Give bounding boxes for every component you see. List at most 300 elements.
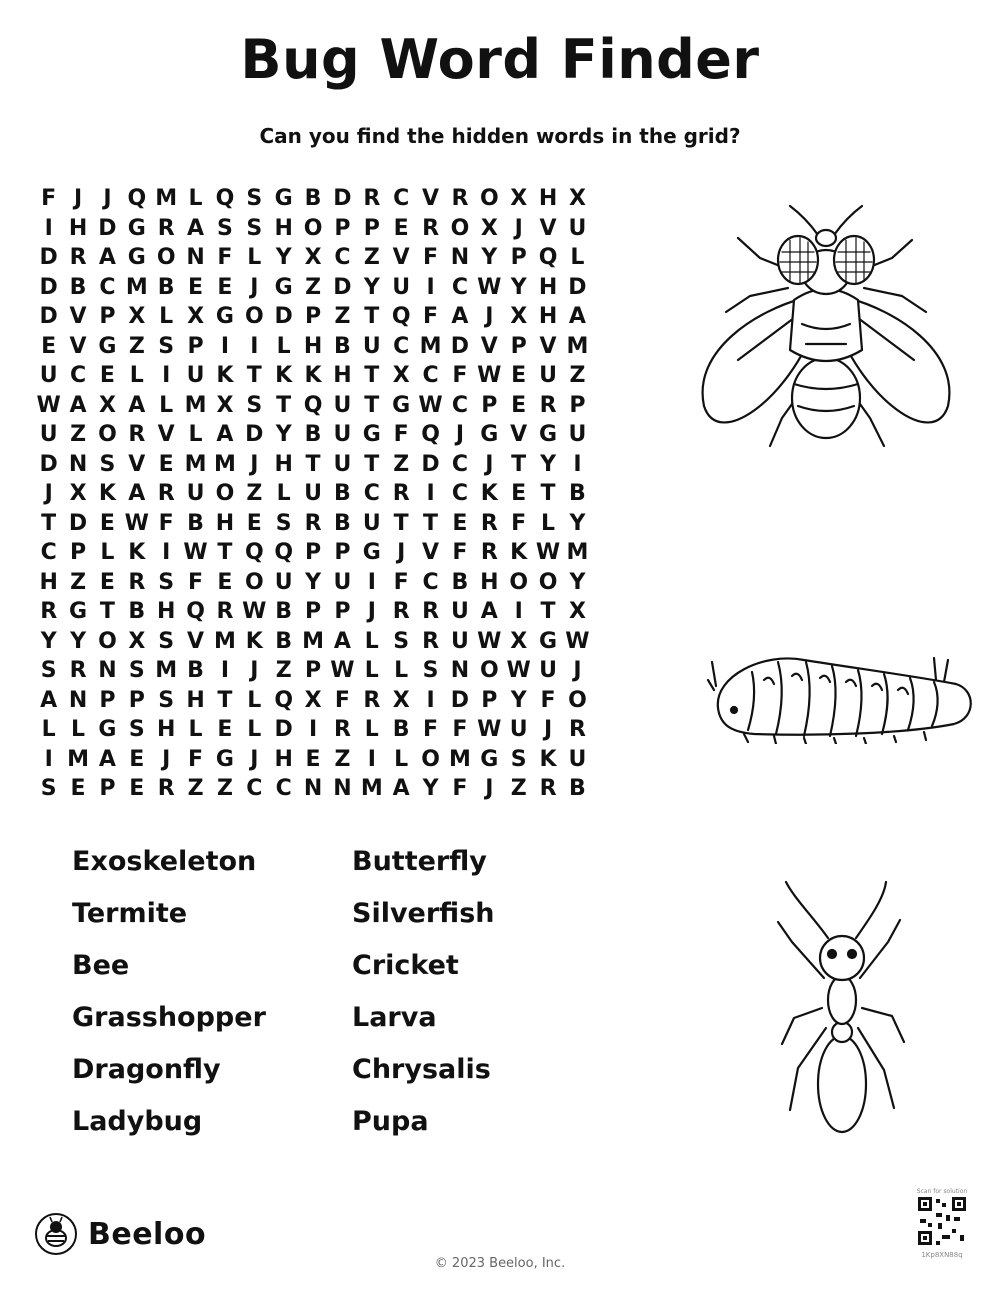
- grid-letter[interactable]: L: [364, 628, 379, 654]
- grid-letter[interactable]: G: [539, 422, 558, 447]
- grid-letter[interactable]: E: [41, 333, 57, 359]
- grid-letter[interactable]: T: [99, 599, 115, 624]
- grid-letter[interactable]: R: [392, 481, 410, 506]
- grid-letter[interactable]: P: [305, 599, 322, 624]
- grid-letter[interactable]: T: [364, 363, 380, 388]
- grid-letter[interactable]: Z: [187, 776, 204, 801]
- grid-letter[interactable]: I: [426, 481, 435, 506]
- grid-letter[interactable]: R: [363, 186, 381, 211]
- grid-letter[interactable]: L: [188, 186, 203, 211]
- grid-letter[interactable]: L: [394, 658, 409, 683]
- grid-letter[interactable]: C: [422, 569, 439, 595]
- grid-letter[interactable]: G: [480, 422, 499, 447]
- grid-letter[interactable]: S: [246, 392, 263, 418]
- grid-letter[interactable]: T: [540, 481, 556, 506]
- grid-letter[interactable]: D: [98, 215, 117, 241]
- grid-letter[interactable]: S: [99, 451, 116, 477]
- grid-letter[interactable]: G: [480, 746, 499, 772]
- grid-letter[interactable]: Y: [275, 245, 292, 270]
- grid-letter[interactable]: V: [69, 333, 87, 359]
- grid-letter[interactable]: X: [480, 215, 498, 241]
- grid-letter[interactable]: E: [305, 746, 321, 772]
- grid-letter[interactable]: P: [481, 392, 498, 418]
- grid-letter[interactable]: G: [274, 186, 293, 211]
- grid-letter[interactable]: W: [36, 392, 61, 418]
- grid-letter[interactable]: F: [423, 717, 439, 742]
- grid-letter[interactable]: A: [480, 599, 498, 624]
- grid-letter[interactable]: S: [158, 687, 175, 713]
- grid-letter[interactable]: F: [452, 363, 468, 388]
- grid-letter[interactable]: C: [451, 392, 469, 418]
- grid-letter[interactable]: I: [426, 274, 435, 300]
- grid-letter[interactable]: E: [217, 717, 233, 742]
- grid-letter[interactable]: X: [128, 304, 146, 329]
- grid-letter[interactable]: S: [158, 628, 175, 654]
- grid-letter[interactable]: E: [393, 215, 409, 241]
- grid-letter[interactable]: H: [333, 363, 352, 388]
- grid-letter[interactable]: V: [128, 451, 146, 477]
- grid-letter[interactable]: N: [68, 451, 88, 477]
- grid-letter[interactable]: R: [157, 215, 175, 241]
- grid-letter[interactable]: H: [274, 215, 293, 241]
- grid-letter[interactable]: D: [333, 274, 352, 300]
- grid-letter[interactable]: J: [543, 717, 553, 742]
- grid-letter[interactable]: U: [333, 451, 352, 477]
- grid-letter[interactable]: A: [69, 392, 87, 418]
- grid-letter[interactable]: J: [44, 481, 53, 506]
- grid-letter[interactable]: O: [98, 628, 117, 654]
- grid-letter[interactable]: E: [129, 746, 145, 772]
- grid-letter[interactable]: B: [334, 510, 351, 536]
- grid-letter[interactable]: Z: [393, 451, 410, 477]
- grid-letter[interactable]: Q: [186, 599, 205, 624]
- grid-letter[interactable]: C: [451, 451, 469, 477]
- grid-letter[interactable]: F: [393, 569, 409, 595]
- grid-letter[interactable]: C: [393, 333, 410, 359]
- grid-letter[interactable]: Z: [363, 245, 380, 270]
- grid-letter[interactable]: V: [539, 333, 557, 359]
- grid-letter[interactable]: K: [275, 363, 293, 388]
- grid-letter[interactable]: I: [250, 333, 259, 359]
- grid-letter[interactable]: E: [452, 510, 468, 536]
- grid-letter[interactable]: T: [276, 392, 292, 418]
- grid-letter[interactable]: N: [98, 658, 117, 683]
- grid-letter[interactable]: O: [244, 569, 264, 595]
- grid-letter[interactable]: H: [274, 451, 293, 477]
- grid-letter[interactable]: R: [69, 658, 87, 683]
- grid-letter[interactable]: F: [423, 245, 439, 270]
- grid-letter[interactable]: L: [394, 746, 409, 772]
- grid-letter[interactable]: U: [39, 363, 58, 388]
- grid-letter[interactable]: R: [216, 599, 234, 624]
- grid-letter[interactable]: J: [250, 746, 259, 772]
- grid-letter[interactable]: E: [511, 481, 527, 506]
- grid-letter[interactable]: I: [367, 569, 376, 595]
- grid-letter[interactable]: Z: [70, 422, 87, 447]
- grid-letter[interactable]: P: [510, 333, 527, 359]
- grid-letter[interactable]: K: [539, 746, 557, 772]
- grid-letter[interactable]: P: [99, 304, 116, 329]
- grid-letter[interactable]: S: [40, 776, 57, 801]
- grid-letter[interactable]: T: [305, 451, 321, 477]
- grid-letter[interactable]: S: [246, 186, 263, 211]
- grid-letter[interactable]: U: [362, 333, 381, 359]
- grid-letter[interactable]: R: [304, 510, 322, 536]
- grid-letter[interactable]: P: [334, 215, 351, 241]
- grid-letter[interactable]: F: [393, 422, 409, 447]
- grid-letter[interactable]: H: [156, 599, 176, 624]
- grid-letter[interactable]: R: [363, 687, 381, 713]
- grid-letter[interactable]: J: [573, 658, 582, 683]
- grid-letter[interactable]: X: [187, 304, 205, 329]
- grid-letter[interactable]: L: [129, 363, 144, 388]
- grid-letter[interactable]: K: [480, 481, 498, 506]
- grid-letter[interactable]: N: [450, 245, 470, 270]
- grid-letter[interactable]: U: [186, 363, 205, 388]
- grid-letter[interactable]: T: [364, 392, 380, 418]
- grid-letter[interactable]: L: [100, 540, 115, 565]
- grid-letter[interactable]: V: [157, 422, 175, 447]
- grid-letter[interactable]: U: [568, 746, 587, 772]
- grid-letter[interactable]: U: [509, 717, 528, 742]
- grid-letter[interactable]: X: [510, 186, 528, 211]
- grid-letter[interactable]: B: [157, 274, 175, 300]
- grid-letter[interactable]: C: [99, 274, 116, 300]
- grid-letter[interactable]: F: [452, 717, 468, 742]
- grid-letter[interactable]: J: [250, 274, 259, 300]
- grid-letter[interactable]: R: [333, 717, 351, 742]
- grid-letter[interactable]: X: [128, 628, 146, 654]
- grid-letter[interactable]: P: [99, 776, 116, 801]
- grid-letter[interactable]: Y: [275, 422, 292, 447]
- grid-letter[interactable]: S: [246, 215, 263, 241]
- grid-letter[interactable]: Y: [540, 451, 557, 477]
- grid-letter[interactable]: A: [128, 481, 146, 506]
- grid-letter[interactable]: C: [275, 776, 292, 801]
- grid-letter[interactable]: R: [539, 392, 557, 418]
- grid-letter[interactable]: U: [39, 422, 58, 447]
- grid-letter[interactable]: W: [183, 540, 208, 565]
- grid-letter[interactable]: R: [40, 599, 58, 624]
- grid-letter[interactable]: U: [392, 274, 411, 300]
- grid-letter[interactable]: S: [158, 569, 175, 595]
- grid-letter[interactable]: H: [538, 186, 558, 211]
- grid-letter[interactable]: I: [220, 658, 230, 683]
- grid-letter[interactable]: Q: [127, 186, 147, 211]
- grid-letter[interactable]: P: [334, 599, 351, 624]
- grid-letter[interactable]: E: [217, 569, 233, 595]
- grid-letter[interactable]: G: [98, 333, 117, 359]
- grid-letter[interactable]: E: [70, 776, 86, 801]
- grid-letter[interactable]: B: [304, 422, 322, 447]
- grid-letter[interactable]: K: [510, 540, 528, 565]
- grid-letter[interactable]: D: [274, 717, 293, 742]
- grid-letter[interactable]: Q: [421, 422, 440, 447]
- grid-letter[interactable]: Y: [481, 245, 498, 270]
- grid-letter[interactable]: R: [392, 599, 410, 624]
- grid-letter[interactable]: J: [162, 746, 171, 772]
- grid-letter[interactable]: M: [67, 746, 90, 772]
- grid-letter[interactable]: T: [540, 599, 556, 624]
- grid-letter[interactable]: U: [304, 481, 322, 506]
- grid-letter[interactable]: M: [566, 540, 589, 565]
- grid-letter[interactable]: C: [422, 363, 439, 388]
- grid-letter[interactable]: P: [70, 540, 87, 565]
- grid-letter[interactable]: O: [244, 304, 264, 329]
- grid-letter[interactable]: Q: [303, 392, 323, 418]
- grid-letter[interactable]: K: [304, 363, 322, 388]
- grid-letter[interactable]: I: [162, 363, 171, 388]
- grid-letter[interactable]: X: [510, 628, 528, 654]
- grid-letter[interactable]: A: [98, 746, 116, 772]
- grid-letter[interactable]: V: [422, 540, 440, 565]
- grid-letter[interactable]: T: [364, 451, 380, 477]
- grid-letter[interactable]: W: [477, 628, 502, 654]
- grid-letter[interactable]: Y: [569, 510, 586, 536]
- grid-letter[interactable]: X: [568, 599, 586, 624]
- grid-letter[interactable]: F: [41, 186, 57, 211]
- grid-letter[interactable]: R: [128, 569, 146, 595]
- grid-letter[interactable]: C: [393, 186, 410, 211]
- grid-letter[interactable]: B: [275, 628, 293, 654]
- grid-letter[interactable]: Z: [275, 658, 292, 683]
- grid-letter[interactable]: S: [275, 510, 292, 536]
- grid-letter[interactable]: Z: [510, 776, 527, 801]
- grid-letter[interactable]: W: [242, 599, 267, 624]
- grid-letter[interactable]: Y: [40, 628, 57, 654]
- grid-letter[interactable]: D: [245, 422, 264, 447]
- grid-letter[interactable]: L: [276, 333, 291, 359]
- grid-letter[interactable]: B: [304, 186, 322, 211]
- grid-letter[interactable]: Z: [216, 776, 233, 801]
- grid-letter[interactable]: O: [421, 746, 440, 772]
- grid-letter[interactable]: L: [71, 717, 86, 742]
- grid-letter[interactable]: A: [451, 304, 469, 329]
- grid-letter[interactable]: R: [480, 510, 498, 536]
- grid-letter[interactable]: A: [568, 304, 586, 329]
- grid-letter[interactable]: R: [480, 540, 498, 565]
- grid-letter[interactable]: M: [155, 186, 178, 211]
- grid-letter[interactable]: C: [40, 540, 57, 565]
- grid-letter[interactable]: B: [451, 569, 469, 595]
- grid-letter[interactable]: B: [69, 274, 87, 300]
- grid-letter[interactable]: O: [538, 569, 558, 595]
- grid-letter[interactable]: L: [188, 422, 203, 447]
- grid-letter[interactable]: H: [68, 215, 88, 241]
- grid-letter[interactable]: P: [305, 304, 322, 329]
- grid-letter[interactable]: T: [217, 687, 233, 713]
- qr-code-icon[interactable]: [916, 1195, 968, 1247]
- grid-letter[interactable]: G: [98, 717, 117, 742]
- grid-letter[interactable]: B: [334, 481, 351, 506]
- grid-letter[interactable]: P: [334, 540, 351, 565]
- grid-letter[interactable]: D: [68, 510, 88, 536]
- grid-letter[interactable]: G: [362, 422, 381, 447]
- grid-letter[interactable]: F: [423, 304, 439, 329]
- grid-letter[interactable]: M: [566, 333, 589, 359]
- grid-letter[interactable]: F: [540, 687, 556, 713]
- grid-letter[interactable]: G: [274, 274, 293, 300]
- grid-letter[interactable]: U: [333, 569, 352, 595]
- grid-letter[interactable]: P: [99, 687, 116, 713]
- grid-letter[interactable]: A: [128, 392, 146, 418]
- grid-letter[interactable]: S: [158, 333, 175, 359]
- grid-letter[interactable]: V: [69, 304, 87, 329]
- grid-letter[interactable]: W: [535, 540, 561, 565]
- grid-letter[interactable]: Q: [215, 186, 235, 211]
- grid-letter[interactable]: N: [303, 776, 323, 801]
- grid-letter[interactable]: U: [333, 392, 352, 418]
- grid-letter[interactable]: Q: [274, 540, 294, 565]
- grid-letter[interactable]: G: [69, 599, 88, 624]
- grid-letter[interactable]: Z: [70, 569, 87, 595]
- grid-letter[interactable]: H: [538, 274, 558, 300]
- grid-letter[interactable]: F: [217, 245, 233, 270]
- grid-letter[interactable]: W: [477, 274, 502, 300]
- grid-letter[interactable]: J: [455, 422, 465, 447]
- grid-letter[interactable]: A: [333, 628, 351, 654]
- grid-letter[interactable]: C: [363, 481, 380, 506]
- grid-letter[interactable]: Z: [569, 363, 586, 388]
- grid-letter[interactable]: J: [485, 451, 494, 477]
- grid-letter[interactable]: B: [275, 599, 293, 624]
- grid-letter[interactable]: A: [98, 245, 116, 270]
- grid-letter[interactable]: O: [479, 186, 499, 211]
- grid-letter[interactable]: I: [514, 599, 523, 624]
- grid-letter[interactable]: O: [568, 687, 587, 713]
- grid-letter[interactable]: O: [509, 569, 529, 595]
- grid-letter[interactable]: S: [393, 628, 410, 654]
- grid-letter[interactable]: V: [187, 628, 205, 654]
- grid-letter[interactable]: S: [510, 746, 527, 772]
- grid-letter[interactable]: T: [41, 510, 57, 536]
- grid-letter[interactable]: H: [215, 510, 235, 536]
- grid-letter[interactable]: J: [103, 186, 112, 211]
- grid-letter[interactable]: S: [422, 658, 439, 683]
- grid-letter[interactable]: H: [39, 569, 58, 595]
- grid-letter[interactable]: Y: [70, 628, 87, 654]
- grid-letter[interactable]: M: [419, 333, 442, 359]
- grid-letter[interactable]: Y: [569, 569, 586, 595]
- grid-letter[interactable]: G: [127, 245, 146, 270]
- grid-letter[interactable]: E: [217, 274, 233, 300]
- grid-letter[interactable]: D: [568, 274, 587, 300]
- grid-letter[interactable]: E: [129, 776, 145, 801]
- grid-letter[interactable]: D: [333, 186, 352, 211]
- grid-letter[interactable]: V: [422, 186, 440, 211]
- grid-letter[interactable]: D: [450, 687, 470, 713]
- grid-letter[interactable]: L: [276, 481, 291, 506]
- grid-letter[interactable]: H: [538, 304, 558, 329]
- grid-letter[interactable]: L: [364, 658, 379, 683]
- grid-letter[interactable]: T: [246, 363, 262, 388]
- grid-letter[interactable]: P: [363, 215, 380, 241]
- grid-letter[interactable]: M: [184, 451, 207, 477]
- grid-letter[interactable]: R: [568, 717, 586, 742]
- grid-letter[interactable]: R: [69, 245, 87, 270]
- grid-letter[interactable]: J: [250, 451, 259, 477]
- grid-letter[interactable]: W: [565, 628, 590, 654]
- grid-letter[interactable]: M: [302, 628, 325, 654]
- grid-letter[interactable]: F: [511, 510, 527, 536]
- grid-letter[interactable]: M: [213, 628, 236, 654]
- grid-letter[interactable]: X: [568, 186, 586, 211]
- grid-letter[interactable]: Q: [391, 304, 411, 329]
- grid-letter[interactable]: M: [448, 746, 471, 772]
- grid-letter[interactable]: Y: [510, 274, 527, 300]
- grid-letter[interactable]: D: [39, 304, 58, 329]
- grid-letter[interactable]: G: [127, 215, 146, 241]
- grid-letter[interactable]: D: [450, 333, 470, 359]
- grid-letter[interactable]: I: [44, 215, 53, 241]
- grid-letter[interactable]: G: [539, 628, 558, 654]
- grid-letter[interactable]: S: [128, 717, 145, 742]
- grid-letter[interactable]: N: [68, 687, 88, 713]
- grid-letter[interactable]: Z: [128, 333, 145, 359]
- grid-letter[interactable]: T: [364, 304, 380, 329]
- grid-letter[interactable]: C: [246, 776, 263, 801]
- grid-letter[interactable]: B: [187, 510, 204, 536]
- grid-letter[interactable]: R: [539, 776, 557, 801]
- grid-letter[interactable]: R: [422, 628, 440, 654]
- grid-letter[interactable]: O: [215, 481, 235, 506]
- grid-letter[interactable]: B: [128, 599, 146, 624]
- grid-letter[interactable]: I: [220, 333, 230, 359]
- grid-letter[interactable]: N: [450, 658, 470, 683]
- grid-letter[interactable]: M: [125, 274, 148, 300]
- grid-letter[interactable]: I: [44, 746, 53, 772]
- grid-letter[interactable]: K: [245, 628, 263, 654]
- grid-letter[interactable]: J: [514, 215, 523, 241]
- grid-letter[interactable]: J: [397, 540, 406, 565]
- grid-letter[interactable]: H: [480, 569, 499, 595]
- grid-letter[interactable]: L: [41, 717, 56, 742]
- grid-letter[interactable]: S: [217, 215, 233, 241]
- grid-letter[interactable]: K: [216, 363, 234, 388]
- grid-letter[interactable]: P: [569, 392, 586, 418]
- grid-letter[interactable]: Q: [274, 687, 294, 713]
- grid-letter[interactable]: N: [186, 245, 205, 270]
- grid-letter[interactable]: L: [159, 392, 174, 418]
- grid-letter[interactable]: A: [187, 215, 205, 241]
- grid-letter[interactable]: D: [39, 274, 58, 300]
- grid-letter[interactable]: U: [451, 628, 469, 654]
- grid-letter[interactable]: G: [215, 304, 234, 329]
- grid-letter[interactable]: L: [247, 717, 262, 742]
- grid-letter[interactable]: B: [569, 481, 586, 506]
- grid-letter[interactable]: J: [485, 304, 494, 329]
- grid-letter[interactable]: X: [392, 363, 410, 388]
- grid-letter[interactable]: B: [569, 776, 586, 801]
- grid-letter[interactable]: J: [367, 599, 376, 624]
- grid-letter[interactable]: Z: [246, 481, 263, 506]
- grid-letter[interactable]: B: [392, 717, 410, 742]
- grid-letter[interactable]: D: [39, 451, 58, 477]
- grid-letter[interactable]: U: [539, 363, 557, 388]
- grid-letter[interactable]: T: [217, 540, 233, 565]
- grid-letter[interactable]: E: [246, 510, 262, 536]
- grid-letter[interactable]: G: [215, 746, 234, 772]
- grid-letter[interactable]: M: [360, 776, 383, 801]
- grid-letter[interactable]: P: [481, 687, 498, 713]
- grid-letter[interactable]: E: [188, 274, 204, 300]
- grid-letter[interactable]: M: [213, 451, 236, 477]
- grid-letter[interactable]: X: [510, 304, 528, 329]
- grid-letter[interactable]: U: [274, 569, 293, 595]
- grid-letter[interactable]: I: [162, 540, 171, 565]
- grid-letter[interactable]: O: [156, 245, 176, 270]
- grid-letter[interactable]: I: [573, 451, 582, 477]
